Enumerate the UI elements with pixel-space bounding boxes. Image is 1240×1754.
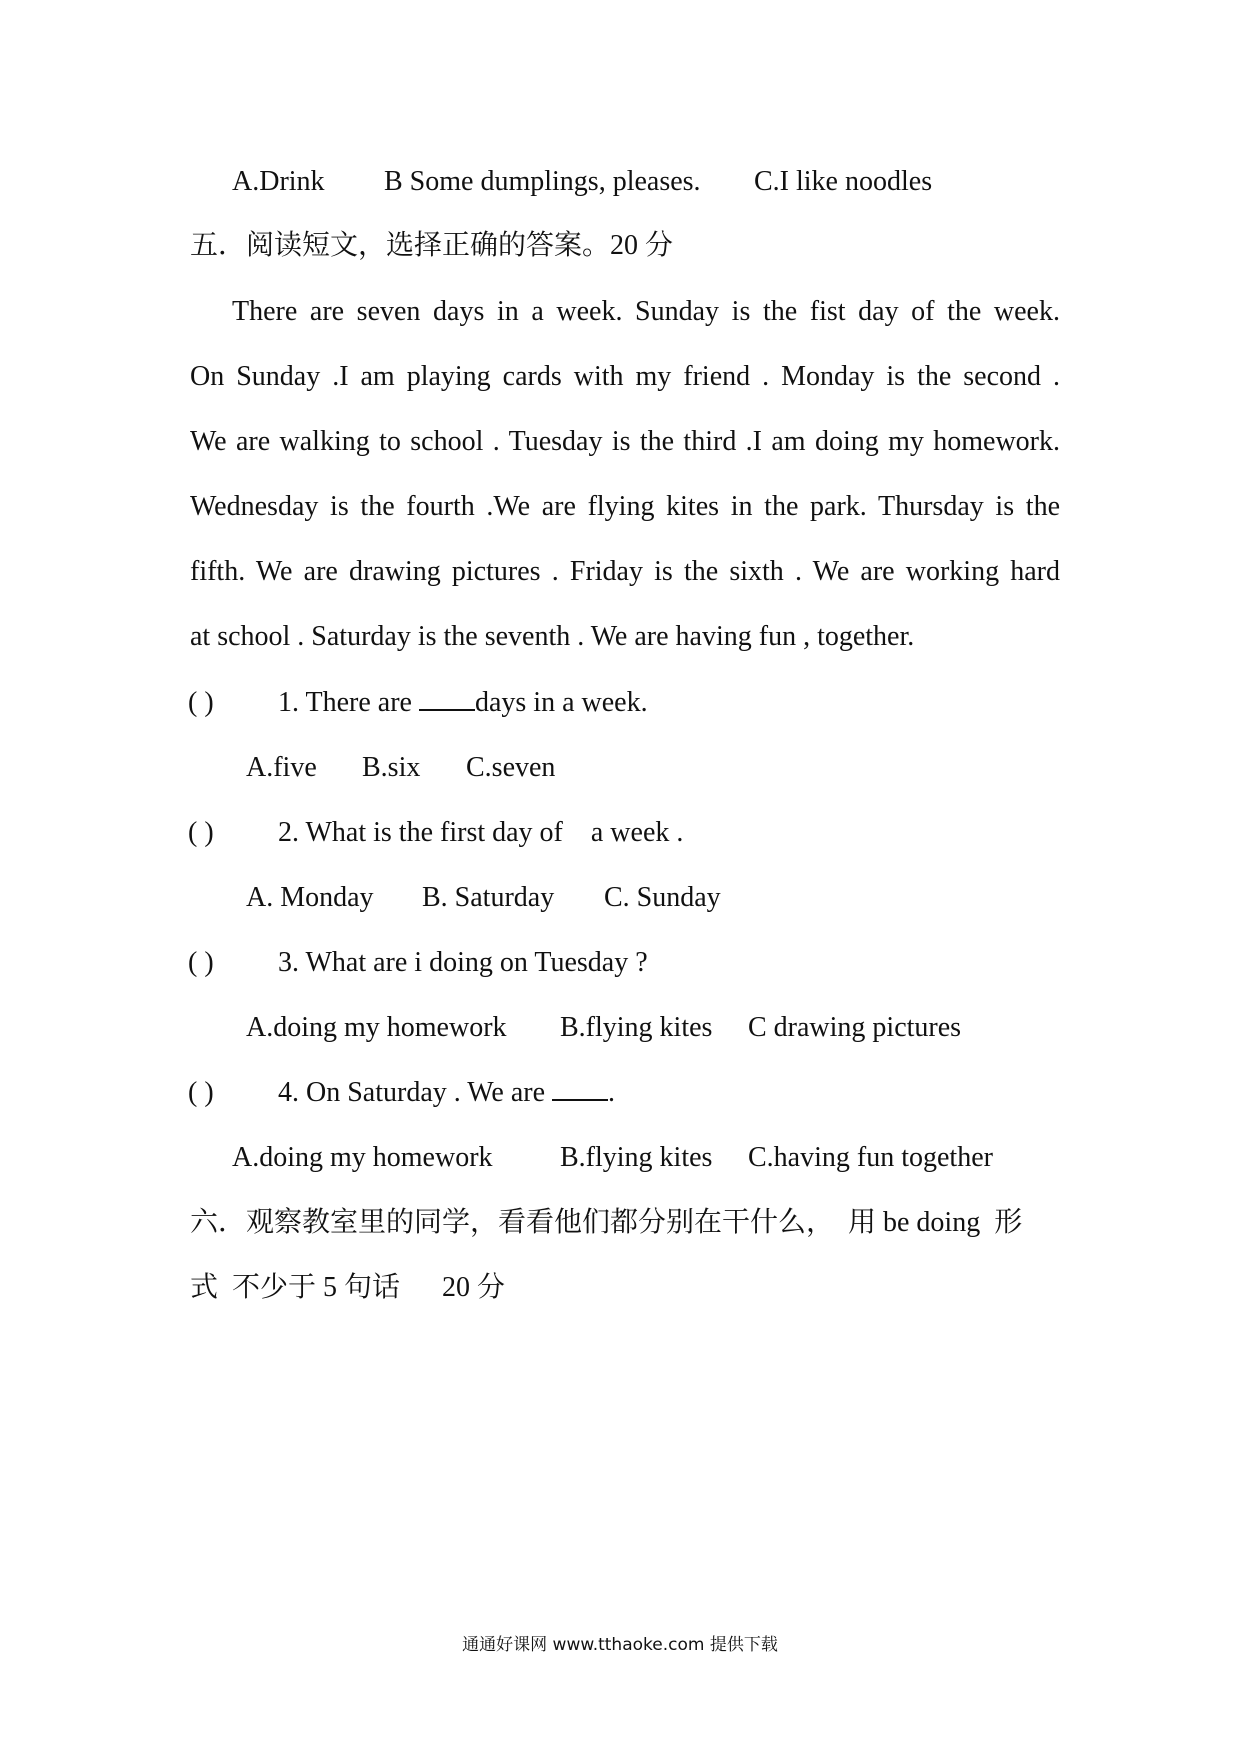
question-text: 3. What are i doing on Tuesday ? — [278, 947, 648, 978]
passage-line: We are walking to school . Tuesday is the third .I am doing my homework. — [190, 426, 1060, 457]
question-text-before: 1. There are — [278, 687, 419, 718]
option-c: C drawing pictures — [748, 1012, 962, 1043]
option-c: C.seven — [466, 752, 556, 783]
fill-in-blank[interactable] — [552, 1077, 608, 1101]
option-a: A.doing my homework — [246, 1012, 507, 1043]
section-6-heading-line-2: 式 不少于 5 句话 20 分 — [190, 1272, 506, 1303]
page-footer: 通通好课网 www.tthaoke.com 提供下载 — [462, 1635, 778, 1655]
option-a: A. Monday — [246, 882, 374, 913]
passage-line: On Sunday .I am playing cards with my friend . Monday is the second . — [190, 361, 1060, 392]
prev-option-a: A.Drink — [232, 166, 325, 197]
section-6-heading-line-1: 六．观察教室里的同学，看看他们都分别在干什么， 用 be doing 形 — [190, 1207, 1023, 1238]
prev-option-c: C.I like noodles — [754, 166, 933, 197]
question-text — [278, 1076, 615, 1110]
question-text-before: 4. On Saturday . We are — [278, 1077, 553, 1108]
passage-line: There are seven days in a week. Sunday is the fist day of the week. — [232, 296, 1060, 327]
option-b: B.flying kites — [560, 1142, 713, 1173]
prev-option-b: B Some dumplings, pleases. — [384, 166, 701, 197]
option-a: A.doing my homework — [232, 1142, 493, 1173]
answer-blank-parentheses[interactable]: ( ) — [188, 947, 214, 978]
option-a: A.five — [246, 752, 317, 783]
section-5-heading: 五．阅读短文，选择正确的答案。20 分 — [190, 230, 674, 261]
question-text — [278, 686, 648, 720]
option-c: C. Sunday — [604, 882, 721, 913]
answer-blank-parentheses[interactable]: ( ) — [188, 687, 214, 718]
option-b: B.flying kites — [560, 1012, 713, 1043]
fill-in-blank[interactable] — [419, 687, 475, 711]
passage-line: Wednesday is the fourth .We are flying kites in the park. Thursday is the — [190, 491, 1060, 522]
question-text-after: days in a week. — [474, 687, 648, 718]
option-c: C.having fun together — [748, 1142, 993, 1173]
question-text-after: . — [608, 1077, 616, 1108]
passage-line: fifth. We are drawing pictures . Friday is the sixth . We are working hard — [190, 556, 1060, 587]
question-text: 2. What is the first day of a week . — [278, 817, 684, 848]
answer-blank-parentheses[interactable]: ( ) — [188, 817, 214, 848]
option-b: B.six — [362, 752, 421, 783]
passage-line: at school . Saturday is the seventh . We are having fun , together. — [190, 621, 915, 652]
option-b: B. Saturday — [422, 882, 555, 913]
answer-blank-parentheses[interactable]: ( ) — [188, 1077, 214, 1108]
